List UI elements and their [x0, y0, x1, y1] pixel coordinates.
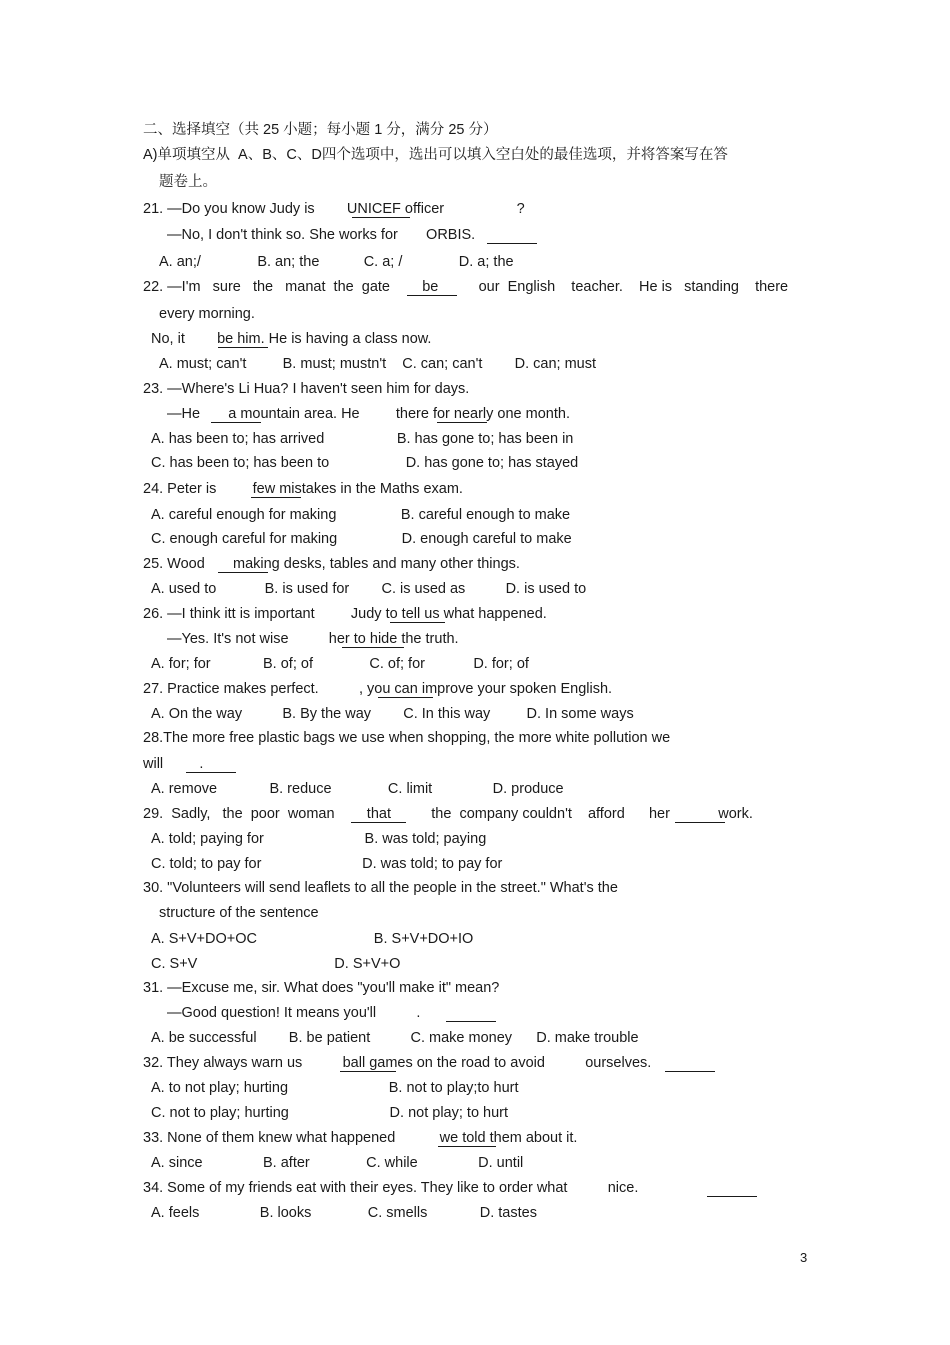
question-23-reply: —He a mountain area. He there for nearly one month.: [167, 406, 570, 422]
question-24-options-cd: C. enough careful for making D. enough careful to make: [151, 531, 572, 547]
answer-blank-29b: [675, 822, 725, 823]
answer-blank-26a: [390, 622, 445, 623]
question-29-stem: 29. Sadly, the poor woman that the company couldn't afford her work.: [143, 806, 753, 822]
answer-blank-22b: [218, 347, 268, 348]
question-31-options: A. be successful B. be patient C. make money D. make trouble: [151, 1030, 639, 1046]
question-27-stem: 27. Practice makes perfect. , you can improve your spoken English.: [143, 681, 613, 697]
answer-blank-32a: [340, 1071, 396, 1072]
question-32-options-cd: C. not to play; hurting D. not play; to hurt: [151, 1105, 509, 1121]
instruction-line-2: 题卷上。: [159, 174, 217, 190]
question-28-stem: 28.The more free plastic bags we use when shopping, the more white pollution we: [143, 730, 671, 746]
question-33-options: A. since B. after C. while D. until: [151, 1155, 524, 1171]
answer-blank-32b: [665, 1071, 715, 1072]
question-31-stem: 31. —Excuse me, sir. What does "you'll make it" mean?: [143, 980, 500, 996]
question-34-options: A. feels B. looks C. smells D. tastes: [151, 1205, 537, 1221]
question-26-options: A. for; for B. of; of C. of; for D. for; of: [151, 656, 529, 672]
question-22-stem: 22. —I'm sure the manat the gate be our English teacher. He is standing there: [143, 279, 789, 295]
question-24-options-ab: A. careful enough for making B. careful enough to make: [151, 507, 571, 523]
question-25-options: A. used to B. is used for C. is used as D. is used to: [151, 581, 587, 597]
question-22-stem-cont: every morning.: [159, 306, 255, 322]
question-23-options-ab: A. has been to; has arrived B. has gone to; has been in: [151, 431, 574, 447]
answer-blank-31: [446, 1021, 496, 1022]
section-heading: 二、选择填空（共 25 小题；每小题 1 分，满分 25 分）: [143, 122, 498, 138]
question-32-options-ab: A. to not play; hurting B. not to play;to hurt: [151, 1080, 519, 1096]
page-number: 3: [800, 1250, 808, 1265]
question-23-stem: 23. —Where's Li Hua? I haven't seen him for days.: [143, 381, 470, 397]
question-21-options: A. an;/ B. an; the C. a; / D. a; the: [159, 254, 514, 270]
question-33-stem: 33. None of them knew what happened we told them about it.: [143, 1130, 578, 1146]
question-26-reply: —Yes. It's not wise her to hide the truth.: [167, 631, 459, 647]
question-24-stem: 24. Peter is few mistakes in the Maths exam.: [143, 481, 463, 497]
question-28-options: A. remove B. reduce C. limit D. produce: [151, 781, 564, 797]
question-27-options: A. On the way B. By the way C. In this way D. In some ways: [151, 706, 634, 722]
answer-blank-23b: [437, 422, 487, 423]
answer-blank-34: [707, 1196, 757, 1197]
instruction-line-1: A)单项填空从 A、B、C、D四个选项中，选出可以填入空白处的最佳选项，并将答案写在答: [143, 147, 728, 163]
question-25-stem: 25. Wood making desks, tables and many other things.: [143, 556, 520, 572]
question-30-options-cd: C. S+V D. S+V+O: [151, 956, 401, 972]
question-30-stem-cont: structure of the sentence: [159, 905, 319, 921]
answer-blank-21a: [352, 217, 410, 218]
answer-blank-26b: [342, 647, 404, 648]
question-22-options: A. must; can't B. must; mustn't C. can; can't D. can; must: [159, 356, 596, 372]
answer-blank-23a: [211, 422, 261, 423]
question-30-options-ab: A. S+V+DO+OC B. S+V+DO+IO: [151, 931, 474, 947]
answer-blank-27: [378, 697, 433, 698]
answer-blank-24: [251, 497, 301, 498]
question-30-stem: 30. "Volunteers will send leaflets to all the people in the street." What's the: [143, 880, 618, 896]
question-31-reply: —Good question! It means you'll .: [167, 1005, 421, 1021]
question-28-stem-cont: will .: [143, 756, 204, 772]
answer-blank-29a: [351, 822, 406, 823]
question-32-stem: 32. They always warn us ball games on the road to avoid ourselves.: [143, 1055, 652, 1071]
answer-blank-25: [218, 572, 268, 573]
question-34-stem: 34. Some of my friends eat with their eyes. They like to order what nice.: [143, 1180, 639, 1196]
question-21-stem: 21. —Do you know Judy is UNICEF officer ?: [143, 201, 525, 217]
question-26-stem: 26. —I think itt is important Judy to tell us what happened.: [143, 606, 547, 622]
answer-blank-22a: [407, 295, 457, 296]
answer-blank-21b: [487, 243, 537, 244]
question-21-reply: —No, I don't think so. She works for ORBIS.: [167, 227, 476, 243]
question-23-options-cd: C. has been to; has been to D. has gone to; has stayed: [151, 455, 579, 471]
answer-blank-33: [438, 1146, 496, 1147]
question-22-reply: No, it be him. He is having a class now.: [151, 331, 432, 347]
question-29-options-cd: C. told; to pay for D. was told; to pay for: [151, 856, 503, 872]
answer-blank-28: [186, 772, 236, 773]
question-29-options-ab: A. told; paying for B. was told; paying: [151, 831, 487, 847]
